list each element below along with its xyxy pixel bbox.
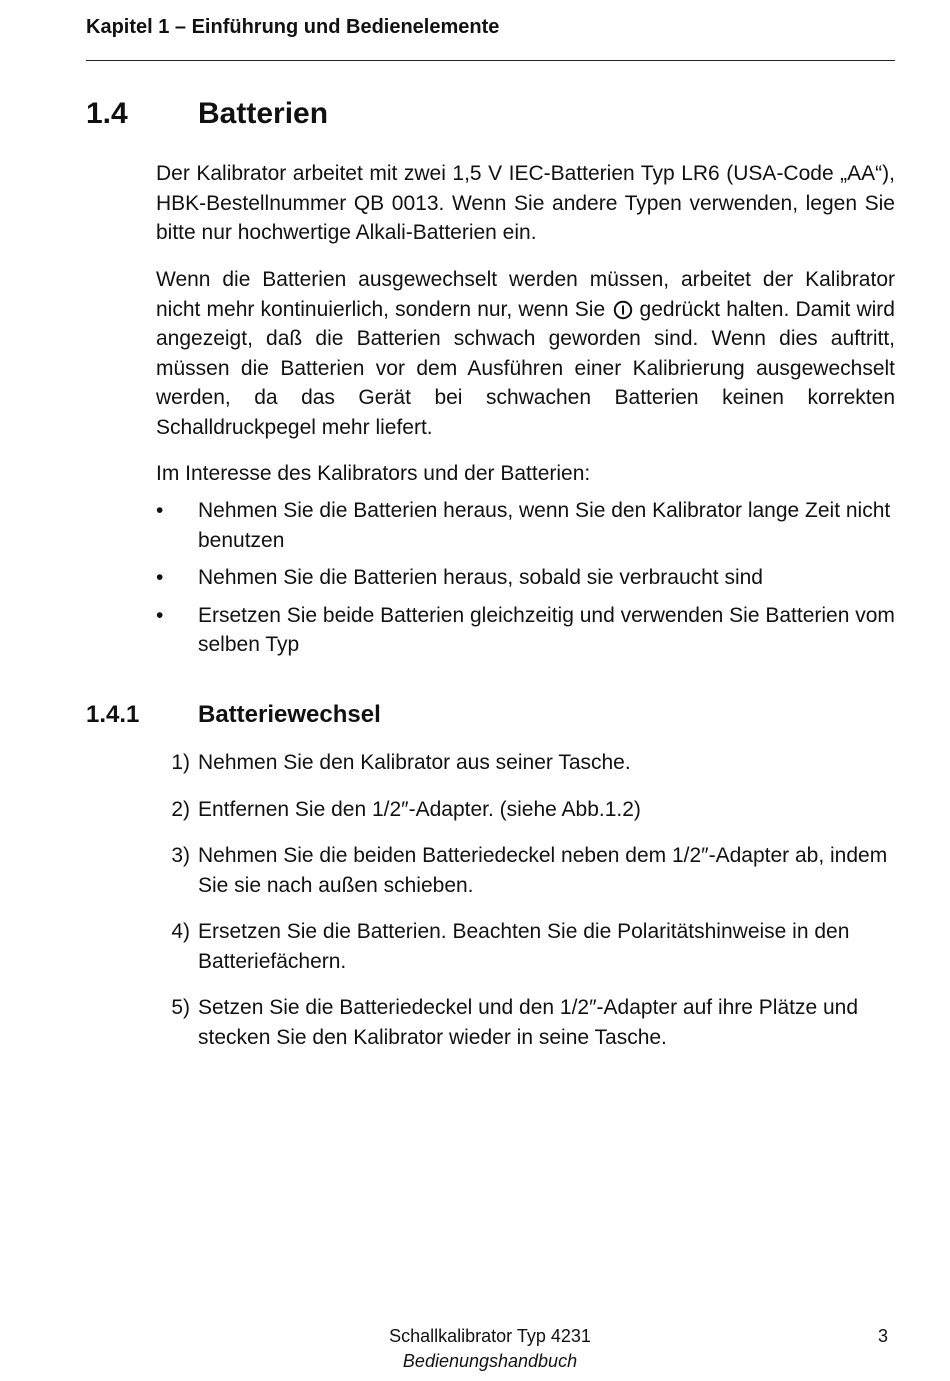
page-number: 3	[878, 1326, 889, 1346]
list-item-text: Nehmen Sie die Batterien heraus, wenn Sie den Kalibrator lange Zeit nicht benutzen	[198, 499, 891, 552]
section-number: 1.4	[86, 97, 128, 130]
header-divider	[86, 60, 895, 61]
battery-tips-list	[156, 496, 895, 668]
step-text: Ersetzen Sie die Batterien. Beachten Sie die Polaritätshinweise in den Batteriefächern.	[198, 920, 850, 973]
step-number: 5)	[171, 996, 190, 1019]
step-number: 2)	[171, 797, 190, 821]
step-text: Entfernen Sie den 1/2″-Adapter. (siehe Abb.1.2)	[198, 797, 641, 821]
list-item-text: Nehmen Sie die Batterien heraus, sobald sie verbraucht sind	[198, 566, 763, 589]
intro-paragraph: Der Kalibrator arbeitet mit zwei 1,5 V IEC-Batterien Typ LR6 (USA-Code „AA“), HBK-Bestellnummer QB 0013. Wenn Sie andere Typen verwenden, legen Sie bitte nur hochwertige Alkali-Batterien ein.	[156, 162, 895, 244]
section-heading	[86, 94, 328, 134]
step-text: Nehmen Sie den Kalibrator aus seiner Tasche.	[198, 751, 631, 774]
list-item	[156, 601, 895, 660]
step-text: Setzen Sie die Batteriedeckel und den 1/2″-Adapter auf ihre Plätze und stecken Sie den Kalibrator wieder in seine Tasche.	[198, 996, 859, 1049]
list-item-text: Ersetzen Sie beide Batterien gleichzeitig und verwenden Sie Batterien vom selben Typ	[198, 603, 895, 656]
step-item	[156, 993, 895, 1052]
list-item	[156, 563, 895, 593]
step-number: 4)	[171, 920, 190, 943]
section-title: Batterien	[198, 97, 329, 130]
page-footer	[0, 1324, 950, 1374]
running-header: Kapitel 1 – Einführung und Bedienelemente	[86, 16, 500, 38]
footer-product: Schallkalibrator Typ 4231	[389, 1326, 591, 1346]
bullet-icon: •	[156, 499, 164, 522]
step-number: 1)	[171, 751, 190, 774]
footer-doc-type: Bedienungshandbuch	[402, 1351, 578, 1371]
bullet-icon: •	[156, 566, 164, 589]
battery-warning-paragraph	[156, 265, 895, 442]
subsection-number: 1.4.1	[86, 701, 140, 728]
step-item	[156, 917, 895, 976]
interest-intro: Im Interesse des Kalibrators und der Batterien:	[156, 462, 591, 485]
subsection-title: Batteriewechsel	[198, 701, 381, 728]
battery-change-steps	[156, 748, 895, 1069]
step-text: Nehmen Sie die beiden Batteriedeckel neben dem 1/2″-Adapter ab, indem Sie sie nach außen schieben.	[198, 844, 888, 897]
list-item	[156, 496, 895, 555]
step-item	[156, 795, 895, 825]
step-item	[156, 748, 895, 778]
bullet-icon: •	[156, 603, 164, 627]
power-button-icon	[613, 299, 633, 319]
battery-warning-text-1: Wenn die Batterien ausgewechselt werden müssen, arbeitet der Kalibrator nicht mehr kontinuierlich, sondern nur, wenn Sie	[156, 268, 895, 321]
step-number: 3)	[171, 844, 190, 867]
step-item	[156, 841, 895, 900]
battery-warning-text-2: gedrückt halten. Damit wird angezeigt, daß die Batterien schwach geworden sind. Wenn dies auftritt, müssen die Batterien vor dem Ausführen einer Kalibrierung ausgewechselt werden, da das Gerät bei schwachen Batterien keinen korrekten Schalldruckpegel mehr liefert.	[156, 297, 895, 439]
subsection-heading	[86, 698, 381, 732]
